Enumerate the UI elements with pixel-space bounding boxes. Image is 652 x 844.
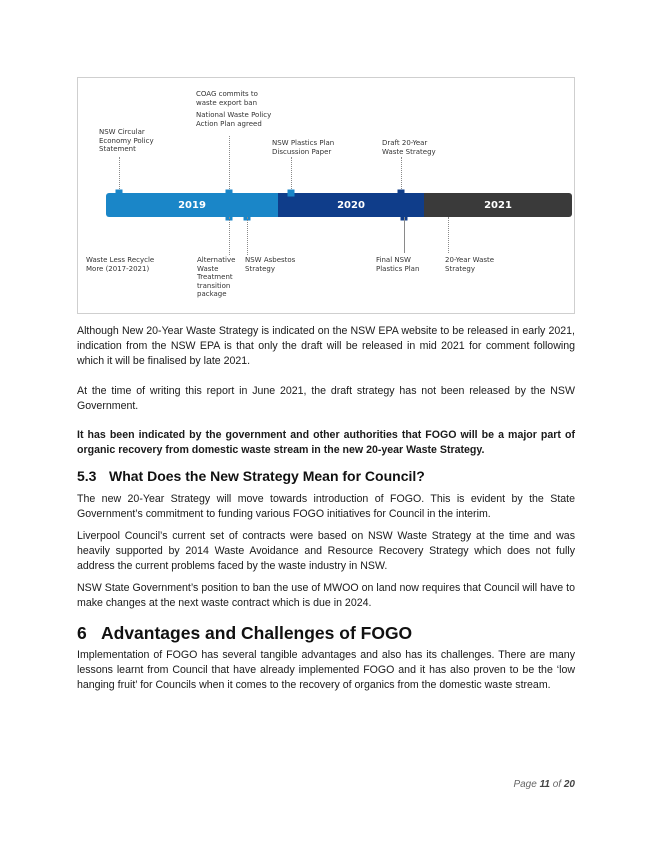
page-footer (513, 779, 575, 790)
timeline-figure (77, 77, 575, 314)
timeline-label-20-year-strategy: 20-Year Waste Strategy (445, 256, 495, 273)
paragraph-advantages: Implementation of FOGO has several tangible advantages and also has its challenges. There are many lessons learnt from Council that have already implemented FOGO and it has also proven to be the ‘low hanging fruit’ for Councils when it comes to the recovery of organics from the domestic waste stream. (77, 649, 575, 691)
timeline-label-final-plastics: Final NSW Plastics Plan (376, 256, 420, 273)
timeline-label-coag: COAG commits to waste export ban (196, 90, 258, 107)
timeline-label-plastics-discussion: NSW Plastics Plan Discussion Paper (272, 139, 335, 156)
timeline-label-asbestos: NSW Asbestos Strategy (245, 256, 296, 273)
section-title: Advantages and Challenges of FOGO (101, 623, 413, 643)
timeline-label-awt-package: Alternative Waste Treatment transition package (197, 256, 236, 298)
year-bar-2021: 2021 (424, 193, 572, 217)
section-heading-5-3 (77, 468, 425, 484)
timeline-tick (119, 157, 120, 193)
footer-page-total: 20 (563, 779, 575, 790)
timeline-tick (247, 217, 248, 255)
timeline-tick (448, 217, 449, 253)
timeline-label-circular-economy: NSW Circular Economy Policy Statement (99, 128, 154, 153)
timeline-tick (404, 217, 405, 253)
timeline-label-draft-strategy: Draft 20-Year Waste Strategy (382, 139, 436, 156)
timeline-marker (226, 190, 233, 197)
paragraph-mwoo-ban: NSW State Government’s position to ban the use of MWOO on land now requires that Council will have to make changes at the next waste contract which is due in 2024. (77, 582, 575, 609)
footer-of-word: of (552, 779, 562, 790)
timeline-label-national-waste-policy: National Waste Policy Action Plan agreed (196, 111, 272, 128)
paragraph-release-timing: Although New 20-Year Waste Strategy is indicated on the NSW EPA website to be released in early 2021, indication from the NSW EPA is that only the draft will be released in mid 2021 for comment following which it will be finalised by late 2021. (77, 325, 575, 367)
timeline-tick (291, 157, 292, 193)
paragraph-current-contracts: Liverpool Council’s current set of contracts were based on NSW Waste Strategy at the time and was heavily supported by 2014 Waste Avoidance and Resource Recovery Strategy which does not fully address the current problems faced by the waste industry in NSW. (77, 530, 575, 572)
year-bar-2020: 2020 (278, 193, 424, 217)
timeline-tick (229, 217, 230, 255)
section-heading-6 (77, 623, 412, 644)
timeline-marker (288, 190, 295, 197)
paragraph-draft-status: At the time of writing this report in June 2021, the draft strategy has not been released by the NSW Government. (77, 385, 575, 412)
timeline-tick (401, 157, 402, 193)
section-title: What Does the New Strategy Mean for Council? (109, 468, 425, 484)
paragraph-new-strategy: The new 20-Year Strategy will move towards introduction of FOGO. This is evident by the State Government’s commitment to funding various FOGO initiatives for Council in the interim. (77, 493, 575, 520)
year-bar-2019: 2019 (106, 193, 278, 217)
section-number: 6 (77, 623, 87, 643)
section-number: 5.3 (77, 468, 97, 484)
timeline-tick (229, 136, 230, 193)
footer-page-word: Page (513, 779, 537, 790)
timeline-label-waste-less: Waste Less Recycle More (2017-2021) (86, 256, 155, 273)
footer-page-number: 11 (539, 779, 550, 790)
timeline-marker (398, 190, 405, 197)
timeline-marker (116, 190, 123, 197)
paragraph-fogo-emphasis: It has been indicated by the government and other authorities that FOGO will be a major part of organic recovery from domestic waste stream in the new 20-year Waste Strategy. (77, 429, 575, 456)
